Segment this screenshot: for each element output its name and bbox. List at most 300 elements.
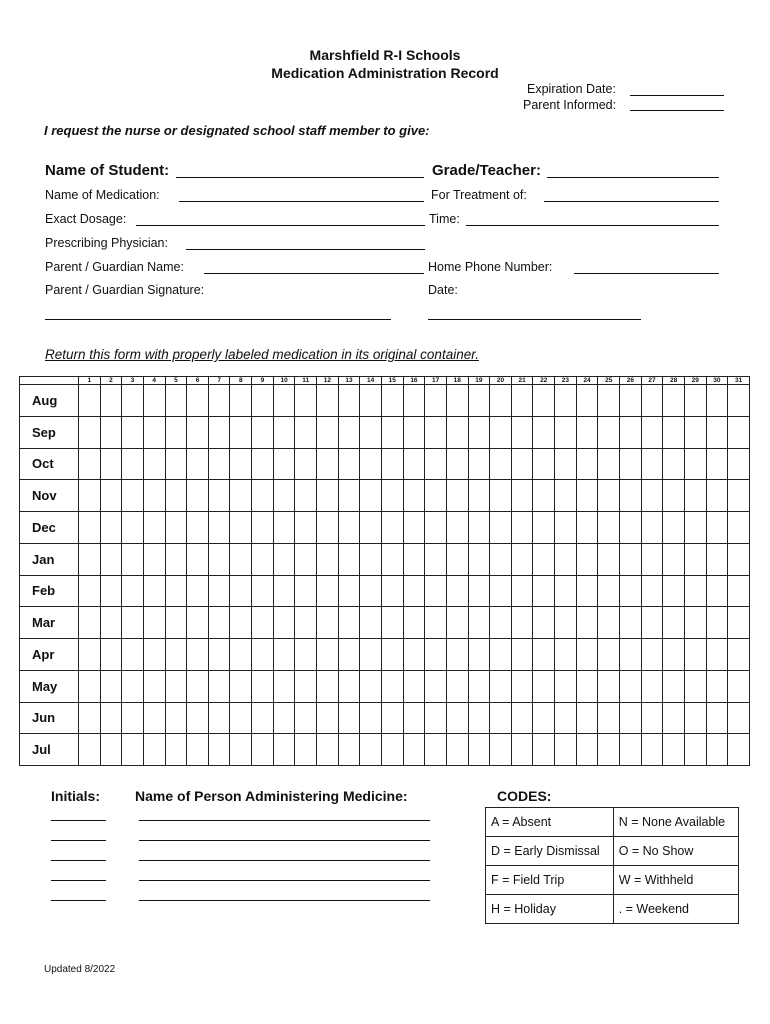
- day-cell[interactable]: [143, 448, 165, 480]
- day-cell[interactable]: [381, 702, 403, 734]
- day-cell[interactable]: [663, 512, 685, 544]
- day-cell[interactable]: [663, 575, 685, 607]
- day-cell[interactable]: [684, 734, 706, 766]
- day-cell[interactable]: [490, 702, 512, 734]
- day-cell[interactable]: [338, 639, 360, 671]
- day-cell[interactable]: [273, 607, 295, 639]
- day-cell[interactable]: [576, 543, 598, 575]
- day-cell[interactable]: [663, 607, 685, 639]
- day-cell[interactable]: [122, 512, 144, 544]
- day-cell[interactable]: [360, 702, 382, 734]
- day-cell[interactable]: [252, 670, 274, 702]
- day-cell[interactable]: [511, 480, 533, 512]
- day-cell[interactable]: [252, 607, 274, 639]
- guardian-name-field[interactable]: [204, 273, 424, 274]
- day-cell[interactable]: [338, 607, 360, 639]
- day-cell[interactable]: [317, 639, 339, 671]
- day-cell[interactable]: [338, 734, 360, 766]
- day-cell[interactable]: [208, 607, 230, 639]
- day-cell[interactable]: [79, 416, 101, 448]
- day-cell[interactable]: [143, 575, 165, 607]
- grade-teacher-field[interactable]: [547, 177, 719, 178]
- day-cell[interactable]: [598, 575, 620, 607]
- day-cell[interactable]: [143, 702, 165, 734]
- day-cell[interactable]: [446, 448, 468, 480]
- day-cell[interactable]: [576, 512, 598, 544]
- day-cell[interactable]: [446, 512, 468, 544]
- day-cell[interactable]: [273, 448, 295, 480]
- day-cell[interactable]: [317, 575, 339, 607]
- day-cell[interactable]: [381, 448, 403, 480]
- day-cell[interactable]: [100, 480, 122, 512]
- day-cell[interactable]: [728, 448, 750, 480]
- day-cell[interactable]: [252, 385, 274, 417]
- day-cell[interactable]: [317, 607, 339, 639]
- day-cell[interactable]: [360, 543, 382, 575]
- day-cell[interactable]: [620, 702, 642, 734]
- day-cell[interactable]: [273, 385, 295, 417]
- day-cell[interactable]: [79, 543, 101, 575]
- day-cell[interactable]: [79, 734, 101, 766]
- day-cell[interactable]: [165, 543, 187, 575]
- day-cell[interactable]: [576, 702, 598, 734]
- initials-line-5[interactable]: [51, 900, 106, 901]
- day-cell[interactable]: [684, 607, 706, 639]
- day-cell[interactable]: [555, 385, 577, 417]
- day-cell[interactable]: [295, 734, 317, 766]
- day-cell[interactable]: [728, 734, 750, 766]
- day-cell[interactable]: [100, 416, 122, 448]
- day-cell[interactable]: [360, 480, 382, 512]
- day-cell[interactable]: [425, 607, 447, 639]
- day-cell[interactable]: [446, 734, 468, 766]
- day-cell[interactable]: [208, 416, 230, 448]
- day-cell[interactable]: [598, 480, 620, 512]
- day-cell[interactable]: [208, 512, 230, 544]
- day-cell[interactable]: [295, 575, 317, 607]
- day-cell[interactable]: [381, 543, 403, 575]
- day-cell[interactable]: [187, 639, 209, 671]
- day-cell[interactable]: [490, 670, 512, 702]
- administering-line-1[interactable]: [139, 820, 430, 821]
- day-cell[interactable]: [706, 385, 728, 417]
- day-cell[interactable]: [338, 416, 360, 448]
- day-cell[interactable]: [208, 480, 230, 512]
- day-cell[interactable]: [165, 480, 187, 512]
- day-cell[interactable]: [273, 512, 295, 544]
- day-cell[interactable]: [208, 702, 230, 734]
- treatment-field[interactable]: [544, 201, 719, 202]
- day-cell[interactable]: [208, 385, 230, 417]
- day-cell[interactable]: [381, 639, 403, 671]
- day-cell[interactable]: [252, 448, 274, 480]
- day-cell[interactable]: [684, 543, 706, 575]
- day-cell[interactable]: [100, 639, 122, 671]
- day-cell[interactable]: [663, 385, 685, 417]
- day-cell[interactable]: [143, 385, 165, 417]
- day-cell[interactable]: [468, 416, 490, 448]
- day-cell[interactable]: [165, 670, 187, 702]
- day-cell[interactable]: [598, 607, 620, 639]
- day-cell[interactable]: [425, 575, 447, 607]
- parent-informed-field[interactable]: [630, 110, 724, 111]
- day-cell[interactable]: [663, 702, 685, 734]
- day-cell[interactable]: [230, 512, 252, 544]
- day-cell[interactable]: [620, 734, 642, 766]
- day-cell[interactable]: [381, 480, 403, 512]
- day-cell[interactable]: [620, 670, 642, 702]
- day-cell[interactable]: [425, 670, 447, 702]
- day-cell[interactable]: [706, 607, 728, 639]
- day-cell[interactable]: [620, 575, 642, 607]
- day-cell[interactable]: [143, 670, 165, 702]
- day-cell[interactable]: [187, 670, 209, 702]
- day-cell[interactable]: [360, 639, 382, 671]
- day-cell[interactable]: [641, 702, 663, 734]
- day-cell[interactable]: [706, 639, 728, 671]
- day-cell[interactable]: [490, 480, 512, 512]
- day-cell[interactable]: [403, 607, 425, 639]
- day-cell[interactable]: [295, 607, 317, 639]
- day-cell[interactable]: [576, 639, 598, 671]
- day-cell[interactable]: [143, 480, 165, 512]
- day-cell[interactable]: [122, 575, 144, 607]
- day-cell[interactable]: [381, 416, 403, 448]
- day-cell[interactable]: [684, 670, 706, 702]
- day-cell[interactable]: [165, 575, 187, 607]
- day-cell[interactable]: [425, 385, 447, 417]
- day-cell[interactable]: [641, 448, 663, 480]
- day-cell[interactable]: [555, 543, 577, 575]
- day-cell[interactable]: [403, 385, 425, 417]
- day-cell[interactable]: [230, 385, 252, 417]
- day-cell[interactable]: [317, 702, 339, 734]
- day-cell[interactable]: [555, 670, 577, 702]
- day-cell[interactable]: [468, 734, 490, 766]
- day-cell[interactable]: [663, 448, 685, 480]
- day-cell[interactable]: [317, 448, 339, 480]
- day-cell[interactable]: [317, 543, 339, 575]
- day-cell[interactable]: [641, 543, 663, 575]
- day-cell[interactable]: [208, 448, 230, 480]
- day-cell[interactable]: [100, 702, 122, 734]
- day-cell[interactable]: [79, 480, 101, 512]
- day-cell[interactable]: [122, 670, 144, 702]
- day-cell[interactable]: [165, 702, 187, 734]
- day-cell[interactable]: [403, 416, 425, 448]
- day-cell[interactable]: [533, 385, 555, 417]
- day-cell[interactable]: [425, 448, 447, 480]
- day-cell[interactable]: [490, 512, 512, 544]
- day-cell[interactable]: [381, 512, 403, 544]
- day-cell[interactable]: [381, 607, 403, 639]
- day-cell[interactable]: [641, 670, 663, 702]
- day-cell[interactable]: [576, 734, 598, 766]
- day-cell[interactable]: [684, 575, 706, 607]
- initials-line-4[interactable]: [51, 880, 106, 881]
- day-cell[interactable]: [620, 448, 642, 480]
- day-cell[interactable]: [230, 607, 252, 639]
- day-cell[interactable]: [273, 480, 295, 512]
- day-cell[interactable]: [295, 416, 317, 448]
- day-cell[interactable]: [273, 543, 295, 575]
- day-cell[interactable]: [641, 639, 663, 671]
- day-cell[interactable]: [403, 702, 425, 734]
- day-cell[interactable]: [706, 480, 728, 512]
- day-cell[interactable]: [122, 543, 144, 575]
- day-cell[interactable]: [425, 512, 447, 544]
- day-cell[interactable]: [317, 512, 339, 544]
- day-cell[interactable]: [468, 480, 490, 512]
- day-cell[interactable]: [208, 543, 230, 575]
- day-cell[interactable]: [252, 575, 274, 607]
- day-cell[interactable]: [360, 416, 382, 448]
- day-cell[interactable]: [555, 512, 577, 544]
- day-cell[interactable]: [533, 702, 555, 734]
- day-cell[interactable]: [425, 543, 447, 575]
- day-cell[interactable]: [230, 543, 252, 575]
- day-cell[interactable]: [79, 575, 101, 607]
- day-cell[interactable]: [338, 448, 360, 480]
- day-cell[interactable]: [403, 448, 425, 480]
- day-cell[interactable]: [187, 480, 209, 512]
- day-cell[interactable]: [230, 416, 252, 448]
- day-cell[interactable]: [79, 639, 101, 671]
- time-field[interactable]: [466, 225, 719, 226]
- day-cell[interactable]: [360, 734, 382, 766]
- day-cell[interactable]: [100, 448, 122, 480]
- day-cell[interactable]: [252, 639, 274, 671]
- day-cell[interactable]: [252, 702, 274, 734]
- day-cell[interactable]: [143, 639, 165, 671]
- day-cell[interactable]: [338, 385, 360, 417]
- day-cell[interactable]: [511, 670, 533, 702]
- day-cell[interactable]: [446, 670, 468, 702]
- day-cell[interactable]: [122, 385, 144, 417]
- initials-line-1[interactable]: [51, 820, 106, 821]
- day-cell[interactable]: [187, 575, 209, 607]
- day-cell[interactable]: [663, 734, 685, 766]
- day-cell[interactable]: [143, 416, 165, 448]
- day-cell[interactable]: [468, 385, 490, 417]
- day-cell[interactable]: [100, 734, 122, 766]
- day-cell[interactable]: [663, 480, 685, 512]
- day-cell[interactable]: [187, 385, 209, 417]
- student-name-field[interactable]: [176, 177, 424, 178]
- day-cell[interactable]: [230, 448, 252, 480]
- day-cell[interactable]: [598, 639, 620, 671]
- day-cell[interactable]: [187, 543, 209, 575]
- day-cell[interactable]: [468, 607, 490, 639]
- day-cell[interactable]: [403, 575, 425, 607]
- day-cell[interactable]: [122, 448, 144, 480]
- day-cell[interactable]: [576, 670, 598, 702]
- day-cell[interactable]: [425, 416, 447, 448]
- day-cell[interactable]: [728, 416, 750, 448]
- day-cell[interactable]: [317, 670, 339, 702]
- day-cell[interactable]: [555, 734, 577, 766]
- day-cell[interactable]: [208, 575, 230, 607]
- day-cell[interactable]: [533, 448, 555, 480]
- day-cell[interactable]: [576, 480, 598, 512]
- day-cell[interactable]: [511, 543, 533, 575]
- day-cell[interactable]: [122, 416, 144, 448]
- day-cell[interactable]: [511, 734, 533, 766]
- day-cell[interactable]: [230, 480, 252, 512]
- initials-line-2[interactable]: [51, 840, 106, 841]
- day-cell[interactable]: [490, 575, 512, 607]
- day-cell[interactable]: [143, 512, 165, 544]
- day-cell[interactable]: [555, 702, 577, 734]
- day-cell[interactable]: [620, 543, 642, 575]
- day-cell[interactable]: [403, 670, 425, 702]
- day-cell[interactable]: [468, 575, 490, 607]
- day-cell[interactable]: [295, 670, 317, 702]
- day-cell[interactable]: [490, 416, 512, 448]
- day-cell[interactable]: [663, 670, 685, 702]
- day-cell[interactable]: [511, 448, 533, 480]
- day-cell[interactable]: [728, 670, 750, 702]
- day-cell[interactable]: [317, 416, 339, 448]
- day-cell[interactable]: [446, 575, 468, 607]
- expiration-date-field[interactable]: [630, 95, 724, 96]
- day-cell[interactable]: [684, 385, 706, 417]
- day-cell[interactable]: [511, 416, 533, 448]
- day-cell[interactable]: [252, 480, 274, 512]
- day-cell[interactable]: [728, 607, 750, 639]
- day-cell[interactable]: [295, 512, 317, 544]
- physician-field[interactable]: [186, 249, 425, 250]
- day-cell[interactable]: [706, 543, 728, 575]
- day-cell[interactable]: [468, 543, 490, 575]
- day-cell[interactable]: [555, 575, 577, 607]
- day-cell[interactable]: [252, 416, 274, 448]
- day-cell[interactable]: [360, 575, 382, 607]
- day-cell[interactable]: [728, 702, 750, 734]
- day-cell[interactable]: [684, 512, 706, 544]
- day-cell[interactable]: [338, 512, 360, 544]
- day-cell[interactable]: [511, 385, 533, 417]
- day-cell[interactable]: [446, 385, 468, 417]
- day-cell[interactable]: [252, 512, 274, 544]
- day-cell[interactable]: [598, 702, 620, 734]
- day-cell[interactable]: [122, 734, 144, 766]
- day-cell[interactable]: [511, 512, 533, 544]
- day-cell[interactable]: [576, 385, 598, 417]
- day-cell[interactable]: [641, 480, 663, 512]
- day-cell[interactable]: [706, 734, 728, 766]
- day-cell[interactable]: [381, 670, 403, 702]
- day-cell[interactable]: [598, 670, 620, 702]
- day-cell[interactable]: [468, 670, 490, 702]
- day-cell[interactable]: [641, 385, 663, 417]
- day-cell[interactable]: [684, 416, 706, 448]
- day-cell[interactable]: [620, 385, 642, 417]
- day-cell[interactable]: [446, 543, 468, 575]
- day-cell[interactable]: [143, 607, 165, 639]
- day-cell[interactable]: [165, 385, 187, 417]
- day-cell[interactable]: [620, 607, 642, 639]
- day-cell[interactable]: [295, 639, 317, 671]
- day-cell[interactable]: [403, 734, 425, 766]
- day-cell[interactable]: [273, 670, 295, 702]
- day-cell[interactable]: [403, 480, 425, 512]
- day-cell[interactable]: [230, 734, 252, 766]
- day-cell[interactable]: [620, 639, 642, 671]
- day-cell[interactable]: [728, 480, 750, 512]
- day-cell[interactable]: [706, 670, 728, 702]
- day-cell[interactable]: [555, 448, 577, 480]
- day-cell[interactable]: [100, 670, 122, 702]
- day-cell[interactable]: [533, 512, 555, 544]
- day-cell[interactable]: [663, 416, 685, 448]
- day-cell[interactable]: [100, 385, 122, 417]
- day-cell[interactable]: [598, 448, 620, 480]
- day-cell[interactable]: [122, 480, 144, 512]
- day-cell[interactable]: [317, 480, 339, 512]
- day-cell[interactable]: [381, 575, 403, 607]
- administering-line-5[interactable]: [139, 900, 430, 901]
- day-cell[interactable]: [425, 734, 447, 766]
- day-cell[interactable]: [468, 639, 490, 671]
- day-cell[interactable]: [468, 512, 490, 544]
- day-cell[interactable]: [295, 480, 317, 512]
- day-cell[interactable]: [576, 575, 598, 607]
- day-cell[interactable]: [533, 543, 555, 575]
- day-cell[interactable]: [230, 702, 252, 734]
- day-cell[interactable]: [555, 416, 577, 448]
- day-cell[interactable]: [598, 512, 620, 544]
- day-cell[interactable]: [295, 448, 317, 480]
- day-cell[interactable]: [360, 670, 382, 702]
- day-cell[interactable]: [663, 543, 685, 575]
- day-cell[interactable]: [684, 448, 706, 480]
- day-cell[interactable]: [295, 702, 317, 734]
- day-cell[interactable]: [165, 448, 187, 480]
- day-cell[interactable]: [100, 575, 122, 607]
- day-cell[interactable]: [79, 512, 101, 544]
- day-cell[interactable]: [295, 543, 317, 575]
- day-cell[interactable]: [576, 416, 598, 448]
- day-cell[interactable]: [533, 416, 555, 448]
- day-cell[interactable]: [728, 575, 750, 607]
- day-cell[interactable]: [511, 607, 533, 639]
- day-cell[interactable]: [425, 639, 447, 671]
- day-cell[interactable]: [598, 734, 620, 766]
- day-cell[interactable]: [533, 607, 555, 639]
- day-cell[interactable]: [360, 448, 382, 480]
- day-cell[interactable]: [79, 607, 101, 639]
- day-cell[interactable]: [663, 639, 685, 671]
- medication-field[interactable]: [179, 201, 424, 202]
- day-cell[interactable]: [187, 734, 209, 766]
- day-cell[interactable]: [230, 670, 252, 702]
- day-cell[interactable]: [187, 448, 209, 480]
- day-cell[interactable]: [230, 575, 252, 607]
- day-cell[interactable]: [403, 543, 425, 575]
- day-cell[interactable]: [425, 480, 447, 512]
- day-cell[interactable]: [511, 639, 533, 671]
- day-cell[interactable]: [360, 607, 382, 639]
- day-cell[interactable]: [79, 448, 101, 480]
- day-cell[interactable]: [576, 607, 598, 639]
- day-cell[interactable]: [620, 416, 642, 448]
- day-cell[interactable]: [468, 702, 490, 734]
- administering-line-2[interactable]: [139, 840, 430, 841]
- day-cell[interactable]: [641, 512, 663, 544]
- day-cell[interactable]: [620, 480, 642, 512]
- day-cell[interactable]: [620, 512, 642, 544]
